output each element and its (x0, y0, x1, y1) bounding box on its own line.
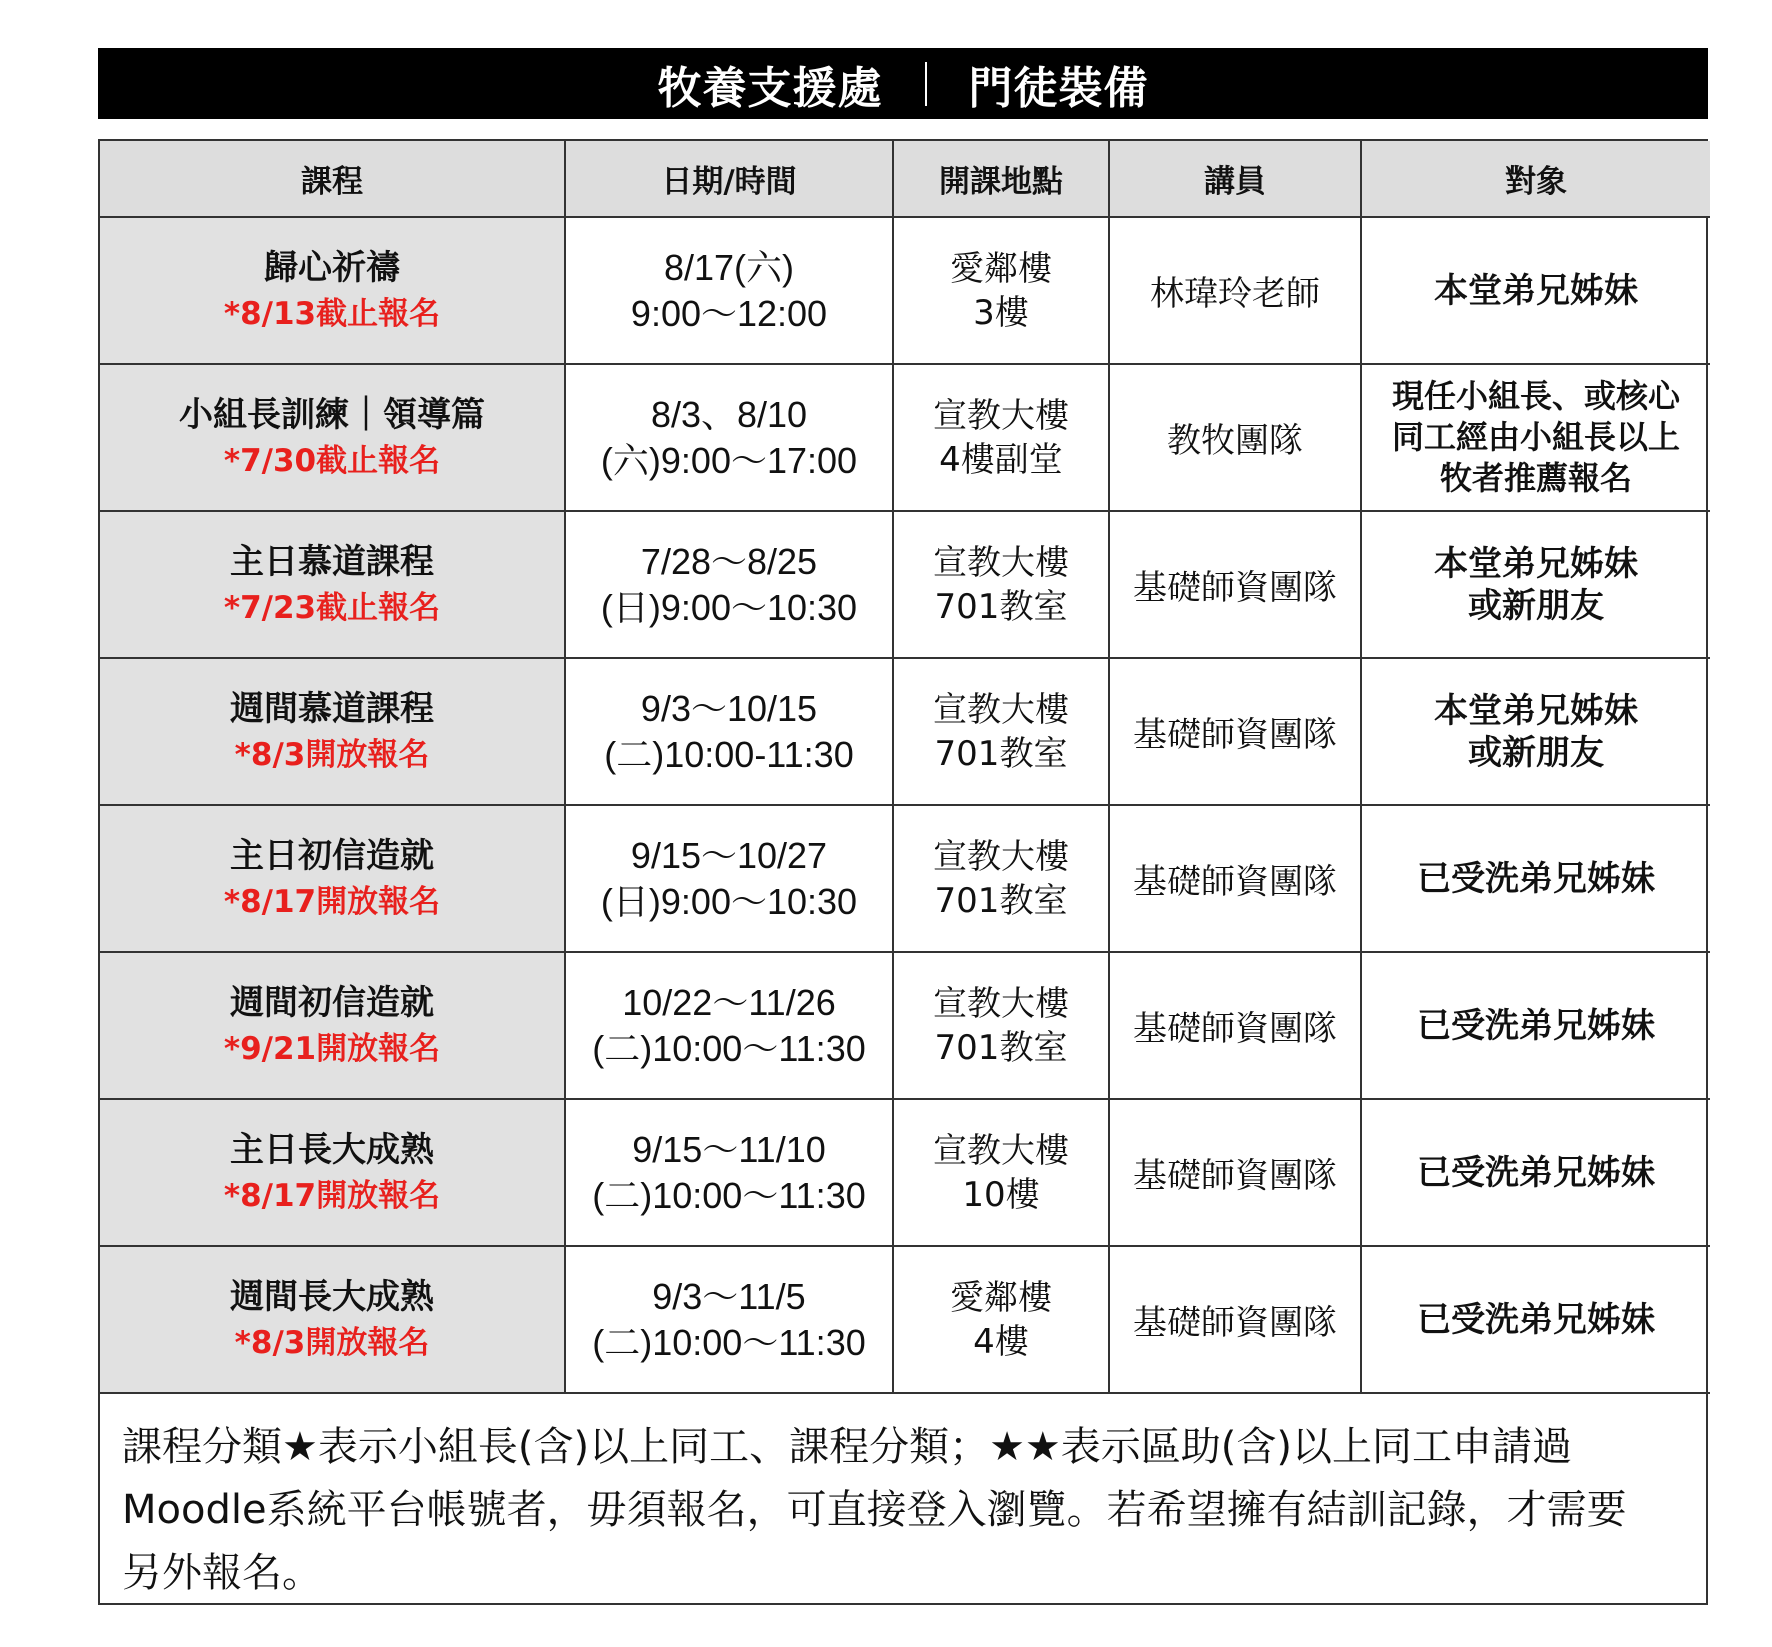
column-header-course: 課程 (100, 141, 565, 217)
location-room: 10樓 (962, 1174, 1040, 1215)
speaker-cell: 基礎師資團隊 (1109, 511, 1361, 658)
target-cell (1361, 805, 1710, 952)
footnote-line: 另外報名。 (122, 1550, 322, 1596)
page-title (98, 48, 1708, 119)
target-cell (1361, 364, 1710, 511)
location-building: 愛鄰樓 (950, 248, 1052, 289)
registration-deadline: *8/17開放報名 (223, 883, 441, 920)
registration-deadline: *8/17開放報名 (223, 1177, 441, 1214)
time-range: (二)10:00～11:30 (592, 1027, 866, 1069)
table-row (100, 1246, 1710, 1393)
registration-deadline: *8/13截止報名 (223, 295, 441, 332)
date-cell (565, 364, 893, 511)
speaker-cell: 基礎師資團隊 (1109, 1246, 1361, 1393)
table-row (100, 1099, 1710, 1246)
time-range: (二)10:00～11:30 (592, 1174, 866, 1216)
target-text: 或新朋友 (1468, 732, 1604, 773)
time-range: 9:00～12:00 (630, 292, 828, 334)
course-cell (100, 1099, 565, 1246)
location-building: 宣教大樓 (933, 1130, 1069, 1171)
target-cell (1361, 1246, 1710, 1393)
course-name: 主日慕道課程 (230, 541, 434, 582)
course-cell (100, 658, 565, 805)
location-cell (893, 805, 1109, 952)
date-range: 9/15～11/10 (632, 1128, 826, 1170)
target-text: 牧者推薦報名 (1439, 459, 1632, 497)
footnote (100, 1394, 1706, 1605)
column-header-speaker: 講員 (1109, 141, 1361, 217)
table-header-row (100, 141, 1710, 217)
table-row (100, 217, 1710, 364)
target-cell (1361, 217, 1710, 364)
schedule-sheet (98, 139, 1708, 1605)
course-cell (100, 952, 565, 1099)
course-name: 歸心祈禱 (264, 247, 400, 288)
location-cell (893, 511, 1109, 658)
course-name: 小組長訓練｜領導篇 (179, 394, 485, 435)
time-range: (二)10:00-11:30 (604, 733, 854, 775)
location-building: 宣教大樓 (933, 689, 1069, 730)
speaker-cell: 基礎師資團隊 (1109, 952, 1361, 1099)
course-cell (100, 364, 565, 511)
location-cell (893, 658, 1109, 805)
location-building: 愛鄰樓 (950, 1277, 1052, 1318)
date-range: 8/3、8/10 (650, 393, 808, 435)
footnote-line: 課程分類★表示小組長(含)以上同工、課程分類；★★表示區助(含)以上同工申請過 (122, 1424, 1572, 1470)
date-cell (565, 217, 893, 364)
location-room: 701教室 (934, 733, 1068, 774)
speaker-cell: 基礎師資團隊 (1109, 658, 1361, 805)
target-text: 現任小組長、或核心 (1391, 377, 1680, 415)
speaker-cell: 基礎師資團隊 (1109, 1099, 1361, 1246)
footnote-line: Moodle系統平台帳號者，毋須報名，可直接登入瀏覽。若希望擁有結訓記錄，才需要 (122, 1487, 1627, 1533)
location-cell (893, 364, 1109, 511)
table-row (100, 658, 1710, 805)
location-building: 宣教大樓 (933, 983, 1069, 1024)
date-range: 9/3～10/15 (640, 687, 818, 729)
course-name: 週間初信造就 (230, 982, 434, 1023)
location-building: 宣教大樓 (933, 395, 1069, 436)
title-divider (925, 62, 927, 106)
location-room: 4樓 (973, 1321, 1029, 1362)
date-range: 10/22～11/26 (622, 981, 836, 1023)
target-cell (1361, 511, 1710, 658)
date-cell (565, 1099, 893, 1246)
course-name: 週間慕道課程 (230, 688, 434, 729)
course-cell (100, 511, 565, 658)
table-row (100, 805, 1710, 952)
target-text: 本堂弟兄姊妹 (1434, 543, 1638, 584)
speaker-cell: 林瑋玲老師 (1109, 217, 1361, 364)
table-row (100, 364, 1710, 511)
date-cell (565, 1246, 893, 1393)
course-cell (100, 805, 565, 952)
target-text: 已受洗弟兄姊妹 (1417, 1005, 1655, 1046)
date-range: 8/17(六) (663, 246, 795, 288)
location-room: 4樓副堂 (939, 439, 1063, 480)
location-room: 701教室 (934, 880, 1068, 921)
time-range: (六)9:00～17:00 (600, 439, 858, 481)
time-range: (日)9:00～10:30 (600, 880, 858, 922)
registration-deadline: *8/3開放報名 (234, 1324, 430, 1361)
date-range: 9/3～11/5 (652, 1275, 806, 1317)
speaker-cell: 教牧團隊 (1109, 364, 1361, 511)
date-range: 9/15～10/27 (630, 834, 828, 876)
target-text: 已受洗弟兄姊妹 (1417, 1299, 1655, 1340)
location-cell (893, 1246, 1109, 1393)
column-header-target: 對象 (1361, 141, 1710, 217)
department-name: 牧養支援處 (657, 62, 883, 114)
date-cell (565, 805, 893, 952)
course-name: 週間長大成熟 (230, 1276, 434, 1317)
target-text: 本堂弟兄姊妹 (1434, 690, 1638, 731)
target-text: 已受洗弟兄姊妹 (1417, 858, 1655, 899)
course-name: 主日初信造就 (230, 835, 434, 876)
date-cell (565, 952, 893, 1099)
location-building: 宣教大樓 (933, 542, 1069, 583)
date-cell (565, 511, 893, 658)
location-cell (893, 217, 1109, 364)
registration-deadline: *8/3開放報名 (234, 736, 430, 773)
date-range: 7/28～8/25 (640, 540, 818, 582)
date-cell (565, 658, 893, 805)
target-text: 本堂弟兄姊妹 (1434, 270, 1638, 311)
location-building: 宣教大樓 (933, 836, 1069, 877)
target-cell (1361, 952, 1710, 1099)
course-cell (100, 217, 565, 364)
column-header-location: 開課地點 (893, 141, 1109, 217)
table-row (100, 511, 1710, 658)
target-text: 或新朋友 (1468, 585, 1604, 626)
program-name: 門徒裝備 (968, 62, 1149, 114)
course-cell (100, 1246, 565, 1393)
target-text: 已受洗弟兄姊妹 (1417, 1152, 1655, 1193)
registration-deadline: *9/21開放報名 (223, 1030, 441, 1067)
speaker-cell: 基礎師資團隊 (1109, 805, 1361, 952)
registration-deadline: *7/30截止報名 (223, 442, 441, 479)
location-room: 701教室 (934, 1027, 1068, 1068)
target-text: 同工經由小組長以上 (1391, 418, 1680, 456)
time-range: (二)10:00～11:30 (592, 1321, 866, 1363)
location-room: 701教室 (934, 586, 1068, 627)
location-cell (893, 952, 1109, 1099)
course-schedule-table (100, 141, 1710, 1394)
course-name: 主日長大成熟 (230, 1129, 434, 1170)
table-row (100, 952, 1710, 1099)
location-room: 3樓 (973, 292, 1029, 333)
target-cell (1361, 658, 1710, 805)
target-cell (1361, 1099, 1710, 1246)
registration-deadline: *7/23截止報名 (223, 589, 441, 626)
time-range: (日)9:00～10:30 (600, 586, 858, 628)
location-cell (893, 1099, 1109, 1246)
column-header-date-time: 日期/時間 (565, 141, 893, 217)
